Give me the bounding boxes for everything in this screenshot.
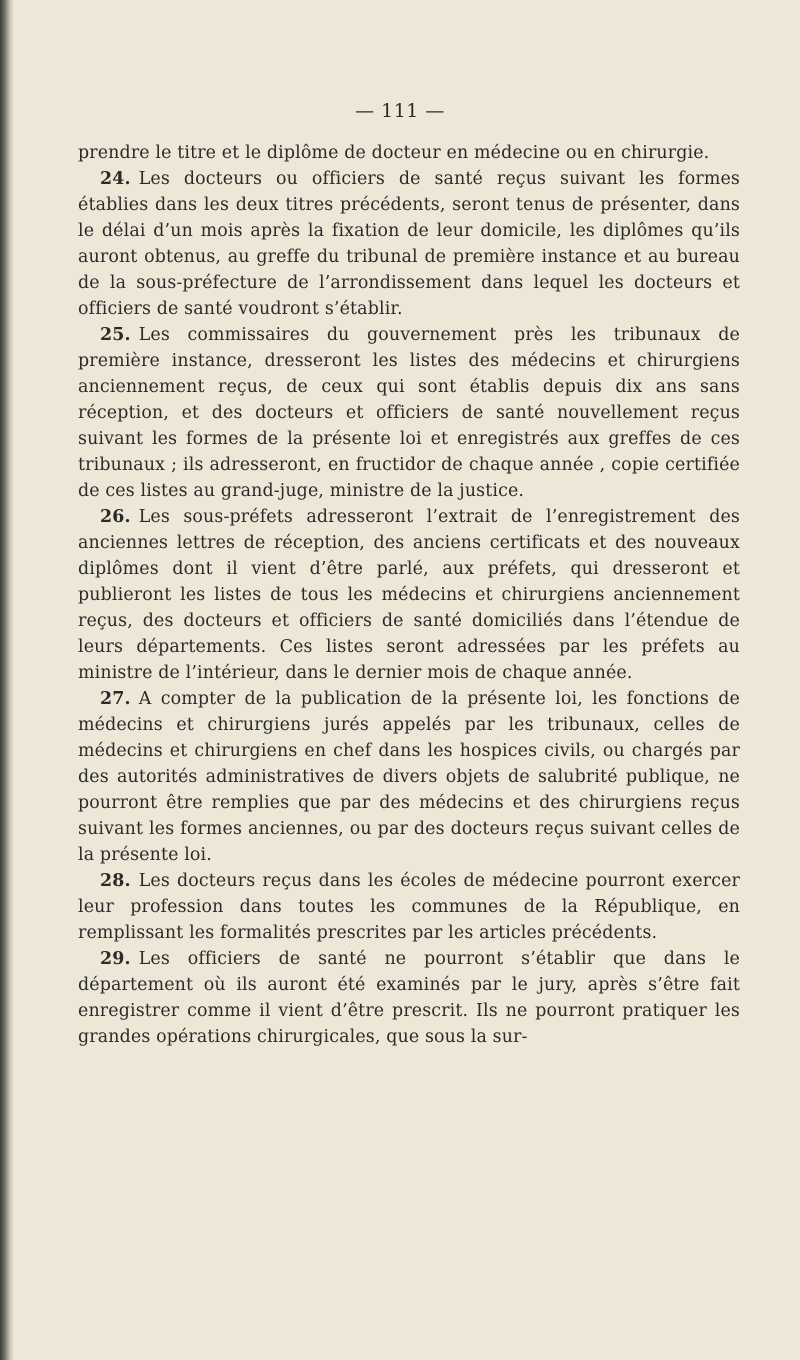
body-text [78, 140, 740, 1050]
article-text: A compter de la publication de la présente loi, les fonctions de médecins et chirurgiens jurés appelés par les tribunaux, celles de médecins et chirurgiens en chef dans les hospices civils, ou chargés par des autorités administratives de divers objets de salubrité publique, ne pourront être remplies que par des médecins et des chirurgiens reçus suivant les formes anciennes, ou par des docteurs reçus suivant celles de la présente loi. [78, 689, 740, 865]
article-text: Les sous-préfets adresseront l’extrait de l’enregistrement des anciennes lettres de réception, des anciens certificats et des nouveaux diplômes dont il vient d’être parlé, aux préfets, qui dresseront et publieront les listes de tous les médecins et chirurgiens anciennement reçus, des docteurs et officiers de santé domiciliés dans l’étendue de leurs départements. Ces listes seront adressées par les préfets au ministre de l’intérieur, dans le dernier mois de chaque année. [78, 507, 740, 683]
article-24 [78, 166, 740, 322]
article-text: Les docteurs ou officiers de santé reçus suivant les formes établies dans les deux titres précédents, seront tenus de présenter, dans le délai d’un mois après la fixation de leur domicile, les diplômes qu’ils auront obtenus, au greffe du tribunal de première instance et au bureau de la sous-préfecture de l’arrondissement dans lequel les docteurs et officiers de santé voudront s’établir. [78, 169, 740, 319]
article-number: 24. [100, 169, 131, 189]
article-26 [78, 504, 740, 686]
article-25 [78, 322, 740, 504]
article-text: Les officiers de santé ne pourront s’établir que dans le département où ils auront été examinés par le jury, après s’être fait enregistrer comme il vient d’être prescrit. Ils ne pourront pratiquer les grandes opérations chirurgicales, que sous la sur- [78, 949, 740, 1047]
article-number: 25. [100, 325, 131, 345]
opening-paragraph: prendre le titre et le diplôme de docteur en médecine ou en chirurgie. [78, 143, 710, 163]
article-number: 29. [100, 949, 131, 969]
article-28 [78, 868, 740, 946]
article-text: Les docteurs reçus dans les écoles de médecine pourront exercer leur profession dans toutes les communes de la République, en remplissant les formalités prescrites par les articles précédents. [78, 871, 740, 943]
page-number: — 111 — [355, 100, 445, 122]
article-text: Les commissaires du gouvernement près les tribunaux de première instance, dresseront les listes des médecins et chirurgiens anciennement reçus, de ceux qui sont établis depuis dix ans sans réception, et des docteurs et officiers de santé nouvellement reçus suivant les formes de la présente loi et enregistrés aux greffes de ces tribunaux ; ils adresseront, en fructidor de chaque année , copie certifiée de ces listes au grand-juge, ministre de la justice. [78, 325, 740, 501]
article-number: 26. [100, 507, 131, 527]
article-29 [78, 946, 740, 1050]
page-binding-edge [0, 0, 14, 1360]
article-27 [78, 686, 740, 868]
article-number: 27. [100, 689, 131, 709]
article-number: 28. [100, 871, 131, 891]
